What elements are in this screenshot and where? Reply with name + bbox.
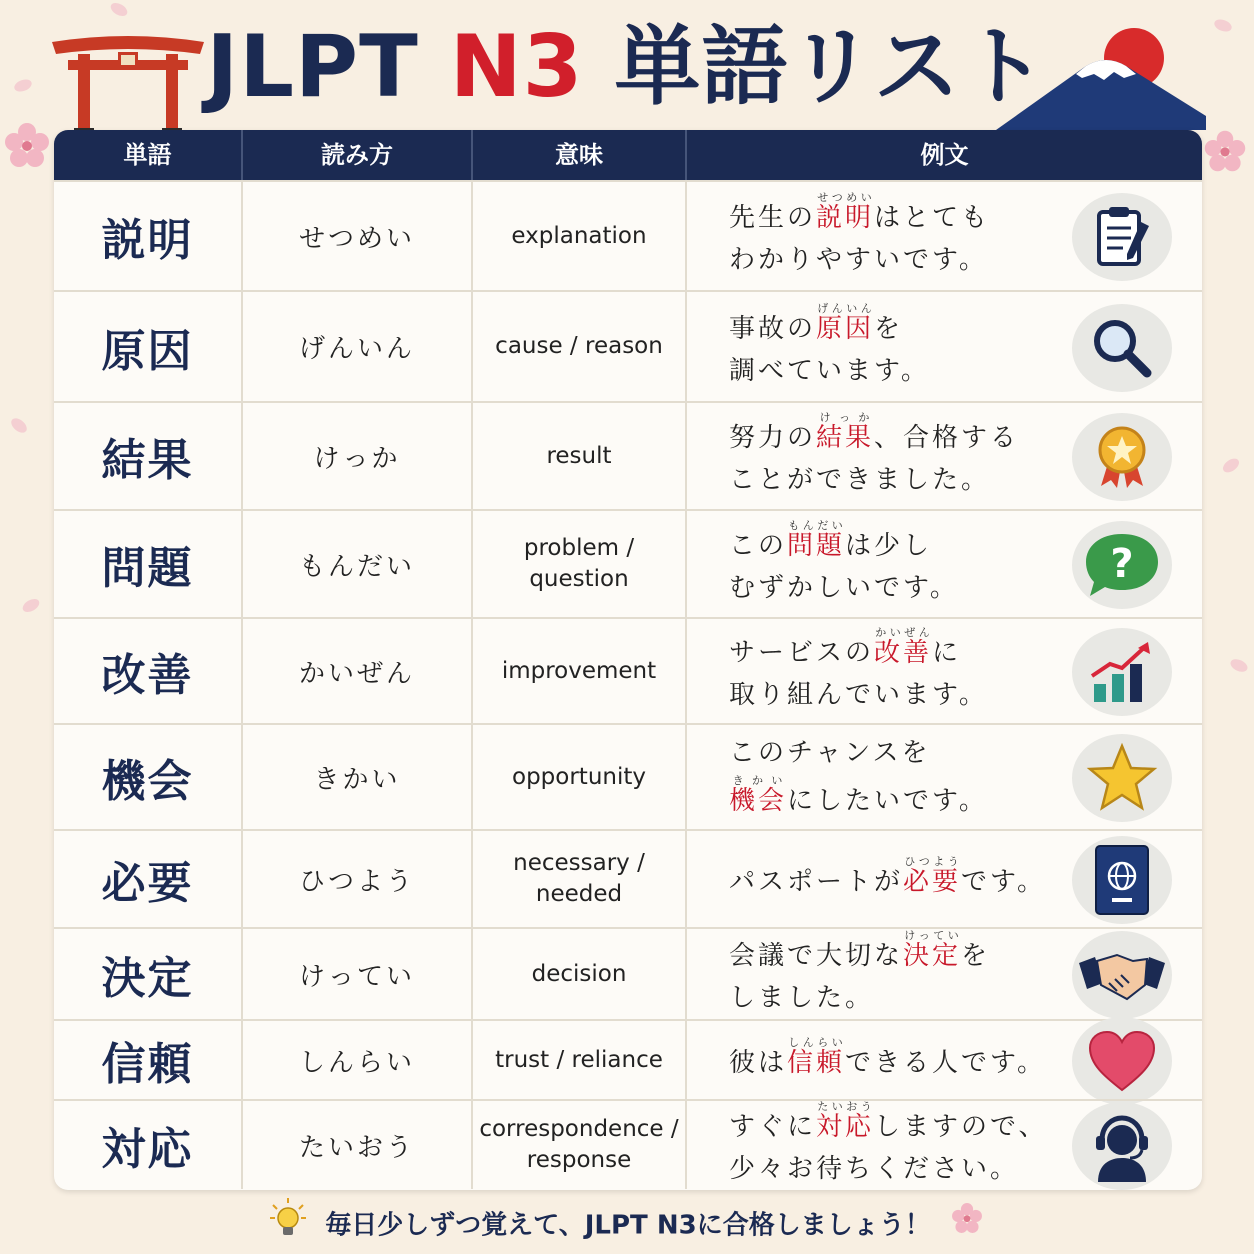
passport-icon bbox=[1072, 836, 1172, 924]
table-header bbox=[54, 130, 1202, 180]
table-row bbox=[54, 509, 1202, 617]
example-highlight: 機会 bbox=[729, 786, 788, 816]
vocab-reading: けってい bbox=[298, 961, 415, 992]
example-highlight: 原因 bbox=[816, 313, 875, 344]
word-cell bbox=[54, 619, 243, 723]
headset-icon bbox=[1072, 1102, 1172, 1190]
vocab-reading: ひつよう bbox=[298, 866, 415, 897]
example-after: しますので、 bbox=[874, 1112, 1048, 1142]
reading-cell bbox=[243, 929, 473, 1019]
example-highlight: 改善 bbox=[874, 638, 933, 668]
example-before: この bbox=[729, 531, 788, 561]
example-line2: むずかしいです。 bbox=[729, 573, 959, 603]
vocab-word: 対応 bbox=[101, 1124, 194, 1175]
vocab-word: 必要 bbox=[101, 858, 194, 909]
magnifier-icon bbox=[1072, 304, 1172, 392]
vocab-reading: たいおう bbox=[298, 1132, 415, 1163]
table-row bbox=[54, 1019, 1202, 1099]
meaning-cell bbox=[473, 1021, 687, 1099]
title-suffix: 単語リスト bbox=[583, 17, 1048, 117]
vocab-meaning: improvement bbox=[501, 657, 657, 684]
meaning-cell bbox=[473, 292, 687, 401]
example-cell bbox=[687, 1101, 1202, 1189]
vocab-meaning: cause / reason bbox=[495, 333, 663, 359]
example-cell bbox=[687, 511, 1202, 617]
vocab-word: 信頼 bbox=[101, 1039, 194, 1090]
clipboard-icon bbox=[1072, 193, 1172, 281]
example-sentence bbox=[729, 929, 1049, 1019]
example-before: パスポートが bbox=[729, 867, 904, 897]
example-furigana: けっか bbox=[816, 411, 875, 424]
example-sentence bbox=[729, 1100, 1049, 1190]
example-cell bbox=[687, 619, 1202, 723]
vocab-meaning: decision bbox=[531, 960, 627, 987]
cherry-blossom-icon bbox=[1202, 128, 1248, 178]
table-row bbox=[54, 401, 1202, 509]
vocab-meaning: explanation bbox=[511, 222, 647, 249]
vocab-reading: もんだい bbox=[298, 551, 415, 582]
example-after: です。 bbox=[961, 867, 1046, 897]
example-before: すぐに bbox=[729, 1112, 817, 1142]
example-highlight: 必要 bbox=[903, 867, 962, 897]
example-cell bbox=[687, 831, 1202, 927]
growth-chart-icon bbox=[1072, 628, 1172, 716]
example-furigana: けってい bbox=[903, 929, 962, 942]
header-meaning: 意味 bbox=[473, 130, 687, 180]
example-after: に bbox=[932, 638, 962, 668]
cherry-blossom-icon bbox=[950, 1201, 984, 1251]
example-furigana: たいおう bbox=[816, 1100, 875, 1113]
example-highlight: 信頼 bbox=[787, 1048, 846, 1078]
example-furigana: かいぜん bbox=[874, 626, 933, 639]
word-cell bbox=[54, 929, 243, 1019]
word-cell bbox=[54, 511, 243, 617]
example-highlight: 対応 bbox=[816, 1112, 875, 1142]
example-sentence bbox=[729, 855, 1049, 903]
reading-cell bbox=[243, 619, 473, 723]
header-reading: 読み方 bbox=[243, 130, 473, 180]
vocab-reading: かいぜん bbox=[298, 658, 415, 689]
vocab-reading: しんらい bbox=[298, 1047, 415, 1078]
medal-icon bbox=[1072, 413, 1172, 501]
reading-cell bbox=[243, 725, 473, 829]
meaning-cell bbox=[473, 403, 687, 509]
table-row bbox=[54, 180, 1202, 290]
example-before: 努力の bbox=[729, 423, 817, 453]
example-after: を bbox=[961, 941, 991, 971]
table-row bbox=[54, 290, 1202, 401]
vocab-reading: けっか bbox=[313, 443, 401, 474]
example-after: は少し bbox=[845, 531, 933, 561]
vocab-word: 改善 bbox=[101, 650, 194, 701]
vocab-word: 説明 bbox=[101, 215, 194, 266]
example-cell bbox=[687, 725, 1202, 829]
table-row bbox=[54, 617, 1202, 723]
example-sentence bbox=[729, 191, 1049, 281]
vocab-word: 結果 bbox=[101, 435, 194, 486]
table-body bbox=[54, 180, 1202, 1189]
example-before: このチャンスを bbox=[729, 738, 931, 768]
example-before: 会議で大切な bbox=[729, 941, 904, 971]
footer-message bbox=[0, 1198, 1254, 1246]
vocab-word: 決定 bbox=[101, 953, 194, 1004]
table-row bbox=[54, 1099, 1202, 1189]
word-cell bbox=[54, 403, 243, 509]
question-bubble-icon bbox=[1072, 521, 1172, 609]
svg-text:?: ? bbox=[1110, 541, 1134, 587]
reading-cell bbox=[243, 403, 473, 509]
reading-cell bbox=[243, 292, 473, 401]
example-sentence bbox=[729, 411, 1049, 501]
reading-cell bbox=[243, 1101, 473, 1189]
reading-cell bbox=[243, 511, 473, 617]
example-line2: 少々お待ちください。 bbox=[729, 1154, 1020, 1184]
example-line2: にしたいです。 bbox=[787, 786, 988, 816]
vocab-meaning: opportunity bbox=[512, 763, 646, 790]
example-after: できる人です。 bbox=[845, 1048, 1046, 1078]
cherry-blossom-icon bbox=[2, 120, 52, 174]
example-furigana: しんらい bbox=[787, 1036, 846, 1049]
star-icon bbox=[1072, 734, 1172, 822]
meaning-cell bbox=[473, 1101, 687, 1189]
header-example: 例文 bbox=[920, 141, 969, 169]
example-sentence bbox=[729, 1036, 1049, 1084]
vocab-meaning: trust / reliance bbox=[495, 1046, 663, 1073]
vocab-reading: せつめい bbox=[298, 223, 415, 254]
example-line2: ことができました。 bbox=[729, 465, 991, 495]
example-cell bbox=[687, 292, 1202, 401]
example-after: を bbox=[874, 313, 904, 344]
word-cell bbox=[54, 182, 243, 290]
example-line2: わかりやすいです。 bbox=[729, 245, 988, 275]
vocab-meaning: problem / question bbox=[523, 535, 635, 592]
example-cell bbox=[687, 182, 1202, 290]
example-before: 彼は bbox=[729, 1048, 788, 1078]
example-furigana: せつめい bbox=[816, 191, 875, 204]
handshake-icon bbox=[1072, 931, 1172, 1019]
example-line2: 取り組んでいます。 bbox=[729, 680, 988, 710]
vocab-reading: げんいん bbox=[298, 334, 415, 364]
vocab-word: 原因 bbox=[101, 325, 194, 377]
reading-cell bbox=[243, 831, 473, 927]
footer-text: 毎日少しずつ覚えて、JLPT N3に合格しましょう！ bbox=[325, 1210, 931, 1241]
example-furigana: げんいん bbox=[816, 301, 875, 315]
table-row bbox=[54, 829, 1202, 927]
example-before: 先生の bbox=[729, 203, 817, 233]
example-highlight: 問題 bbox=[787, 531, 846, 561]
table-row bbox=[54, 723, 1202, 829]
vocab-word: 機会 bbox=[101, 756, 194, 807]
vocab-meaning: correspondence / response bbox=[479, 1116, 679, 1173]
example-furigana: ひつよう bbox=[903, 855, 962, 868]
vocab-reading: きかい bbox=[313, 764, 401, 795]
example-before: サービスの bbox=[729, 638, 875, 668]
example-before: 事故の bbox=[729, 313, 817, 344]
example-highlight: 決定 bbox=[903, 941, 962, 971]
example-sentence bbox=[729, 626, 1049, 716]
title-prefix: JLPT bbox=[206, 17, 450, 117]
vocab-meaning: result bbox=[546, 442, 612, 469]
heart-icon bbox=[1072, 1017, 1172, 1105]
meaning-cell bbox=[473, 929, 687, 1019]
word-cell bbox=[54, 1101, 243, 1189]
meaning-cell bbox=[473, 725, 687, 829]
word-cell bbox=[54, 292, 243, 401]
example-cell bbox=[687, 929, 1202, 1019]
example-furigana: きかい bbox=[729, 774, 787, 787]
word-cell bbox=[54, 831, 243, 927]
example-cell bbox=[687, 403, 1202, 509]
header-word: 単語 bbox=[54, 130, 243, 180]
meaning-cell bbox=[473, 619, 687, 723]
example-after: 、合格する bbox=[874, 423, 1020, 453]
reading-cell bbox=[243, 1021, 473, 1099]
reading-cell bbox=[243, 182, 473, 290]
meaning-cell bbox=[473, 831, 687, 927]
page-title bbox=[0, 12, 1254, 122]
title-level: N3 bbox=[449, 17, 584, 117]
table-row bbox=[54, 927, 1202, 1019]
example-line2: しました。 bbox=[729, 983, 875, 1013]
lightbulb-icon bbox=[270, 1198, 306, 1254]
meaning-cell bbox=[473, 182, 687, 290]
word-cell bbox=[54, 725, 243, 829]
vocab-word: 問題 bbox=[101, 543, 194, 594]
example-cell bbox=[687, 1021, 1202, 1099]
vocab-table bbox=[54, 130, 1202, 1190]
example-sentence bbox=[729, 302, 1049, 392]
example-furigana: もんだい bbox=[787, 519, 846, 532]
example-sentence bbox=[729, 519, 1049, 609]
vocab-meaning: necessary / needed bbox=[513, 850, 645, 907]
meaning-cell bbox=[473, 511, 687, 617]
example-highlight: 結果 bbox=[816, 423, 875, 453]
example-highlight: 説明 bbox=[816, 203, 875, 233]
word-cell bbox=[54, 1021, 243, 1099]
example-line2: 調べています。 bbox=[729, 355, 930, 386]
example-after: はとても bbox=[874, 203, 991, 233]
example-sentence bbox=[729, 732, 1049, 822]
